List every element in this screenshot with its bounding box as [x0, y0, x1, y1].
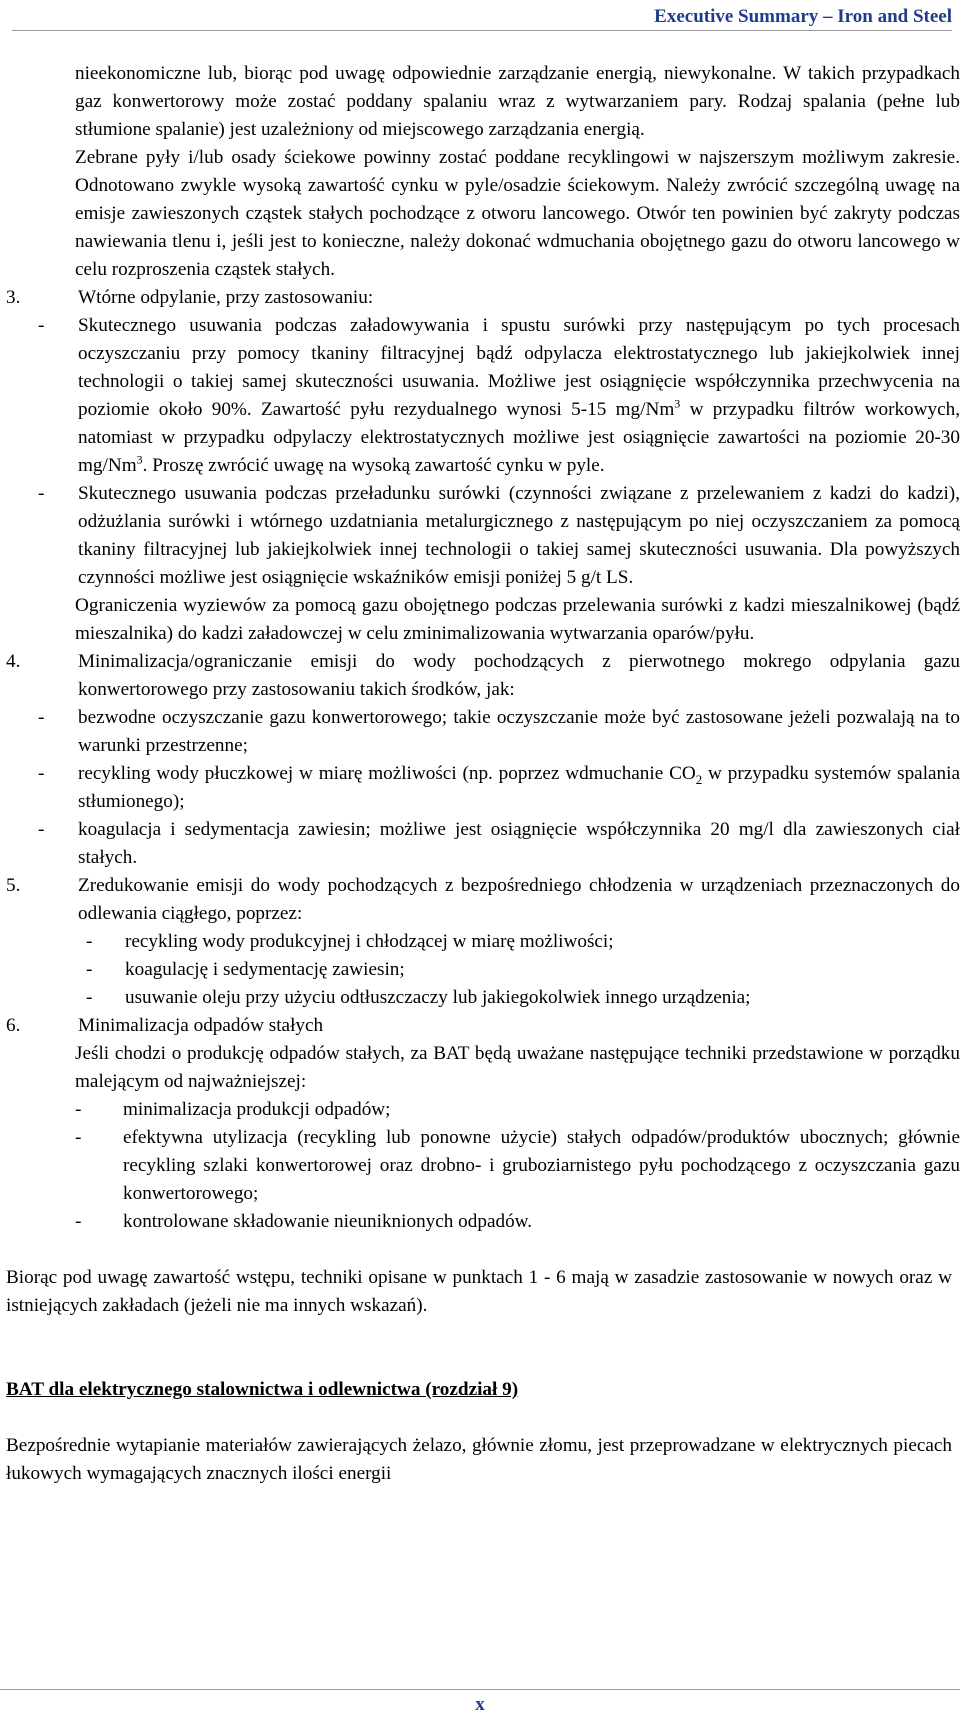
bullet-dash: - — [38, 763, 45, 784]
bullet-item — [0, 704, 960, 760]
bullet-text: bezwodne oczyszczanie gazu konwertorowego; takie oczyszczanie może być zastosowane jeżeli pozwalają na to warunki przestrzenne; — [78, 707, 960, 756]
bullet-dash: - — [86, 987, 93, 1008]
bullet-dash: - — [75, 1211, 82, 1232]
section-title: Wtórne odpylanie, przy zastosowaniu: — [78, 287, 374, 308]
bullet-item — [0, 816, 960, 872]
bullet-item — [0, 480, 960, 592]
superscript: 3 — [674, 396, 681, 411]
bullet-text: koagulacja i sedymentacja zawiesin; możliwe jest osiągnięcie współczynnika 20 mg/l dla zawieszonych ciał stałych. — [78, 819, 960, 868]
section-4-heading — [0, 648, 960, 704]
bullet-text: kontrolowane składowanie nieuniknionych odpadów. — [123, 1211, 533, 1232]
header-title: Executive Summary – Iron and Steel — [654, 6, 952, 27]
section-5-heading — [0, 872, 960, 928]
section-number: 3. — [6, 287, 21, 308]
bullet-dash: - — [75, 1127, 82, 1148]
bullet-item — [0, 312, 960, 480]
running-header — [12, 4, 952, 31]
bullet-text: minimalizacja produkcji odpadów; — [123, 1099, 391, 1120]
bullet-text: recykling wody produkcyjnej i chłodzącej w miarę możliwości; — [125, 931, 614, 952]
bullet-dash: - — [38, 819, 45, 840]
bullet-item — [0, 928, 960, 956]
section-3-paragraph: Ograniczenia wyziewów za pomocą gazu obojętnego podczas przelewania surówki z kadzi mieszalnikowej (bądź mieszalnika) do kadzi załadowczej w celu zminimalizowania wytwarzania oparów/pyłu. — [75, 595, 960, 644]
bullet-item — [0, 1096, 960, 1124]
bullet-dash: - — [38, 315, 45, 336]
closing-paragraph: Biorąc pod uwagę zawartość wstępu, techniki opisane w punktach 1 - 6 mają w zasadzie zastosowanie w nowych oraz w istniejących zakładach (jeżeli nie ma innych wskazań). — [6, 1267, 952, 1316]
bullet-text: efektywna utylizacja (recykling lub ponowne użycie) stałych odpadów/produktów ubocznych; głównie recykling szlaki konwertorowej oraz drobno- i gruboziarnistego pyłu pochodzącego z oczyszczania gazu konwertorowego; — [123, 1127, 960, 1204]
bullet-text: Skutecznego usuwania podczas przeładunku surówki (czynności związane z przelewaniem z kadzi do kadzi), odżużlania surówki i wtórnego uzdatniania metalurgicznego z następującym po niej oczyszczaniem za pomocą tkaniny filtracyjnej lub jakiejkolwiek innej technologii o takiej samej skuteczności usuwania. Dla powyższych czynności możliwe jest osiągnięcie wskaźników emisji poniżej 5 g/t LS. — [78, 483, 960, 588]
page-body — [0, 60, 960, 1488]
section-number: 4. — [6, 651, 21, 672]
bullet-dash: - — [75, 1099, 82, 1120]
bullet-item — [0, 984, 960, 1012]
superscript: 3 — [136, 452, 143, 467]
bullet-text: recykling wody płuczkowej w miarę możliwości (np. poprzez wdmuchanie $CO_2$ w przypadku systemów spalania stłumionego); — [78, 763, 960, 812]
section-title: Minimalizacja/ograniczanie emisji do wody pochodzących z pierwotnego mokrego odpylania gazu konwertorowego przy zastosowaniu takich środków, jak: — [78, 651, 960, 700]
section-title: Minimalizacja odpadów stałych — [78, 1015, 324, 1036]
bullet-item — [0, 1124, 960, 1208]
section-number: 5. — [6, 875, 21, 896]
bullet-item — [0, 1208, 960, 1236]
section-title: Zredukowanie emisji do wody pochodzących z bezpośredniego chłodzenia w urządzeniach przeznaczonych do odlewania ciągłego, poprzez: — [78, 875, 960, 924]
section-heading: BAT dla elektrycznego stalownictwa i odlewnictwa (rozdział 9) — [6, 1379, 519, 1400]
subscript: 2 — [695, 771, 703, 787]
section-3-heading — [0, 284, 960, 312]
bullet-item — [0, 760, 960, 816]
section-6-intro: Jeśli chodzi o produkcję odpadów stałych, za BAT będą uważane następujące techniki przedstawione w porządku malejącym od najważniejszej: — [75, 1043, 960, 1092]
bullet-text: Skutecznego usuwania podczas załadowywania i spustu surówki przy następującym po tych procesach oczyszczaniu przy pomocy tkaniny filtracyjnej bądź odpylacza elektrostatycznego lub jakiejkolwiek innej technologii o takiej samej skuteczności usuwania. Możliwe jest osiągnięcie współczynnika przechwycenia na poziomie około 90%. Zawartość pyłu rezydualnego wynosi 5-15 mg/Nm$^3$ w przypadku filtrów workowych, natomiast w przypadku odpylaczy elektrostatycznych możliwe jest osiągnięcie zawartości na poziomie 20-30 mg/Nm$^3$. Proszę zwrócić uwagę na wysoką zawartość cynku w pyle. — [78, 315, 960, 476]
bullet-text: usuwanie oleju przy użyciu odtłuszczaczy lub jakiegokolwiek innego urządzenia; — [125, 987, 751, 1008]
section-number: 6. — [6, 1015, 21, 1036]
paragraph-dust-recycling: Zebrane pyły i/lub osady ściekowe powinny zostać poddane recyklingowi w najszerszym możliwym zakresie. Odnotowano zwykle wysoką zawartość cynku w pyle/osadzie ściekowym. Należy zwrócić szczególną uwagę na emisje zawieszonych cząstek stałych pochodzące z otworu lancowego. Otwór ten powinien być zakryty podczas nawiewania tlenu i, jeśli jest to konieczne, należy dokonać wdmuchania obojętnego gazu do otworu lancowego w celu rozproszenia cząstek stałych. — [75, 147, 960, 280]
bullet-dash: - — [38, 483, 45, 504]
bullet-dash: - — [86, 959, 93, 980]
section-6-heading — [0, 1012, 960, 1040]
bullet-text: koagulację i sedymentację zawiesin; — [125, 959, 405, 980]
paragraph-continuation: nieekonomiczne lub, biorąc pod uwagę odpowiednie zarządzanie energią, niewykonalne. W takich przypadkach gaz konwertorowy może zostać poddany spalaniu wraz z wytwarzaniem pary. Rodzaj spalania (pełne lub stłumione spalanie) jest uzależniony od miejscowego zarządzania energią. — [75, 63, 960, 140]
bullet-dash: - — [86, 931, 93, 952]
page-number: x — [0, 1689, 960, 1716]
bullet-dash: - — [38, 707, 45, 728]
intro-paragraph: Bezpośrednie wytapianie materiałów zawierających żelazo, głównie złomu, jest przeprowadzane w elektrycznych piecach łukowych wymagających znacznych ilości energii — [6, 1435, 952, 1484]
bullet-item — [0, 956, 960, 984]
